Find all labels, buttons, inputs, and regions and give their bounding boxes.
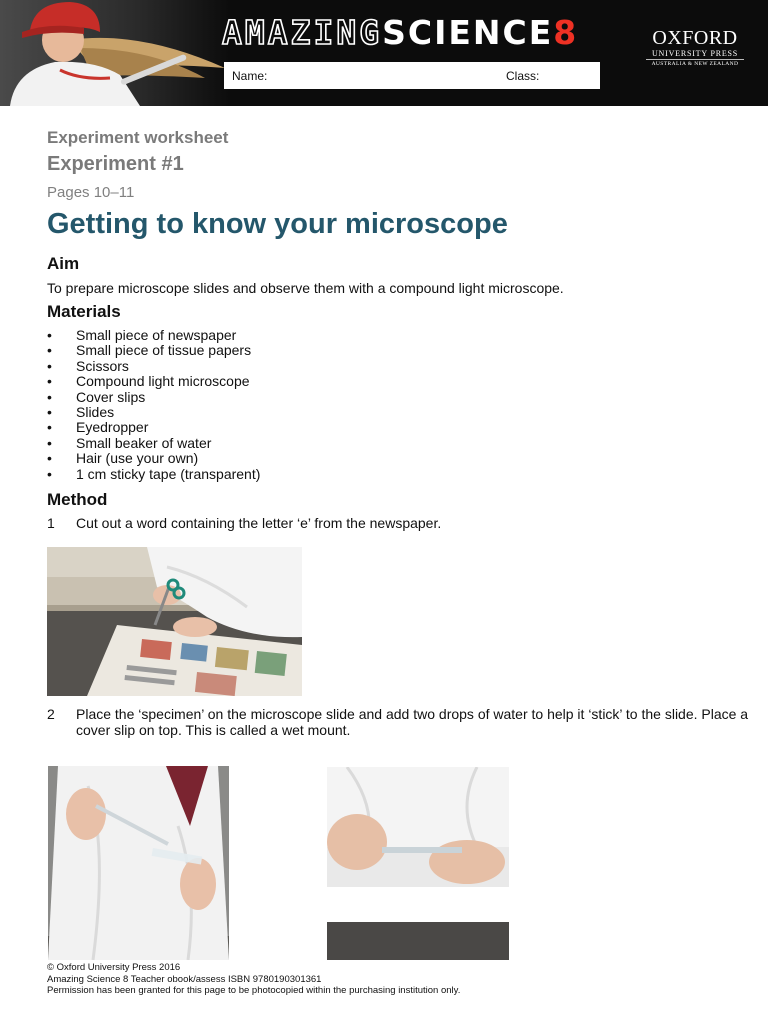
copyright-footer <box>47 962 460 997</box>
list-item: • Hair (use your own) <box>47 451 260 466</box>
experiment-number: Experiment #1 <box>47 153 184 175</box>
list-item: • Small piece of tissue papers <box>47 343 260 358</box>
name-class-field[interactable] <box>224 62 600 89</box>
list-item: • Compound light microscope <box>47 374 260 389</box>
list-item: • 1 cm sticky tape (transparent) <box>47 467 260 482</box>
page-reference: Pages 10–11 <box>47 184 135 201</box>
class-label: Class: <box>506 69 540 83</box>
aim-text: To prepare microscope slides and observe them with a compound light microscope. <box>47 280 564 296</box>
series-brand-logo <box>222 13 580 52</box>
publisher-line-3: AUSTRALIA & NEW ZEALAND <box>646 59 744 68</box>
publisher-line-2: UNIVERSITY PRESS <box>651 49 739 58</box>
aim-heading: Aim <box>47 254 80 273</box>
permission-line: Permission has been granted for this page to be photocopied within the purchasing institution only. <box>47 985 461 996</box>
brand-amazing-text: AMAZING <box>222 13 383 52</box>
banner-athlete-photo <box>0 0 230 106</box>
step-text: Cut out a word containing the letter ‘e’ from the newspaper. <box>76 515 442 531</box>
photo-adding-water-drops <box>48 766 229 960</box>
header-banner <box>0 0 768 106</box>
brand-year-number: 8 <box>553 13 580 52</box>
copyright-line: © Oxford University Press 2016 <box>47 962 181 973</box>
step-number: 2 <box>47 706 55 722</box>
photo-placing-cover-slip <box>327 767 509 960</box>
materials-list <box>47 328 260 482</box>
list-item: • Scissors <box>47 359 260 374</box>
isbn-line: Amazing Science 8 Teacher obook/assess ISBN 9780190301361 <box>47 973 322 985</box>
name-label: Name: <box>232 69 268 83</box>
list-item: • Small piece of newspaper <box>47 328 260 343</box>
photo-cutting-newspaper <box>47 547 302 696</box>
page-title: Getting to know your microscope <box>47 208 508 240</box>
list-item: • Cover slips <box>47 390 260 405</box>
publisher-line-1: OXFORD <box>652 27 738 49</box>
materials-heading: Materials <box>47 302 121 321</box>
method-heading: Method <box>47 490 108 509</box>
list-item: • Slides <box>47 405 260 420</box>
step-text: Place the ‘specimen’ on the microscope slide and add two drops of water to help it ‘stick’ to the slide. Place a cover slip on top. This is called a wet mount. <box>76 706 749 738</box>
oxford-university-press-logo <box>640 28 750 68</box>
list-item: • Eyedropper <box>47 420 260 435</box>
worksheet-type: Experiment worksheet <box>47 128 229 147</box>
list-item: • Small beaker of water <box>47 436 260 451</box>
brand-science-text: SCIENCE <box>382 13 554 52</box>
step-number: 1 <box>47 515 55 531</box>
